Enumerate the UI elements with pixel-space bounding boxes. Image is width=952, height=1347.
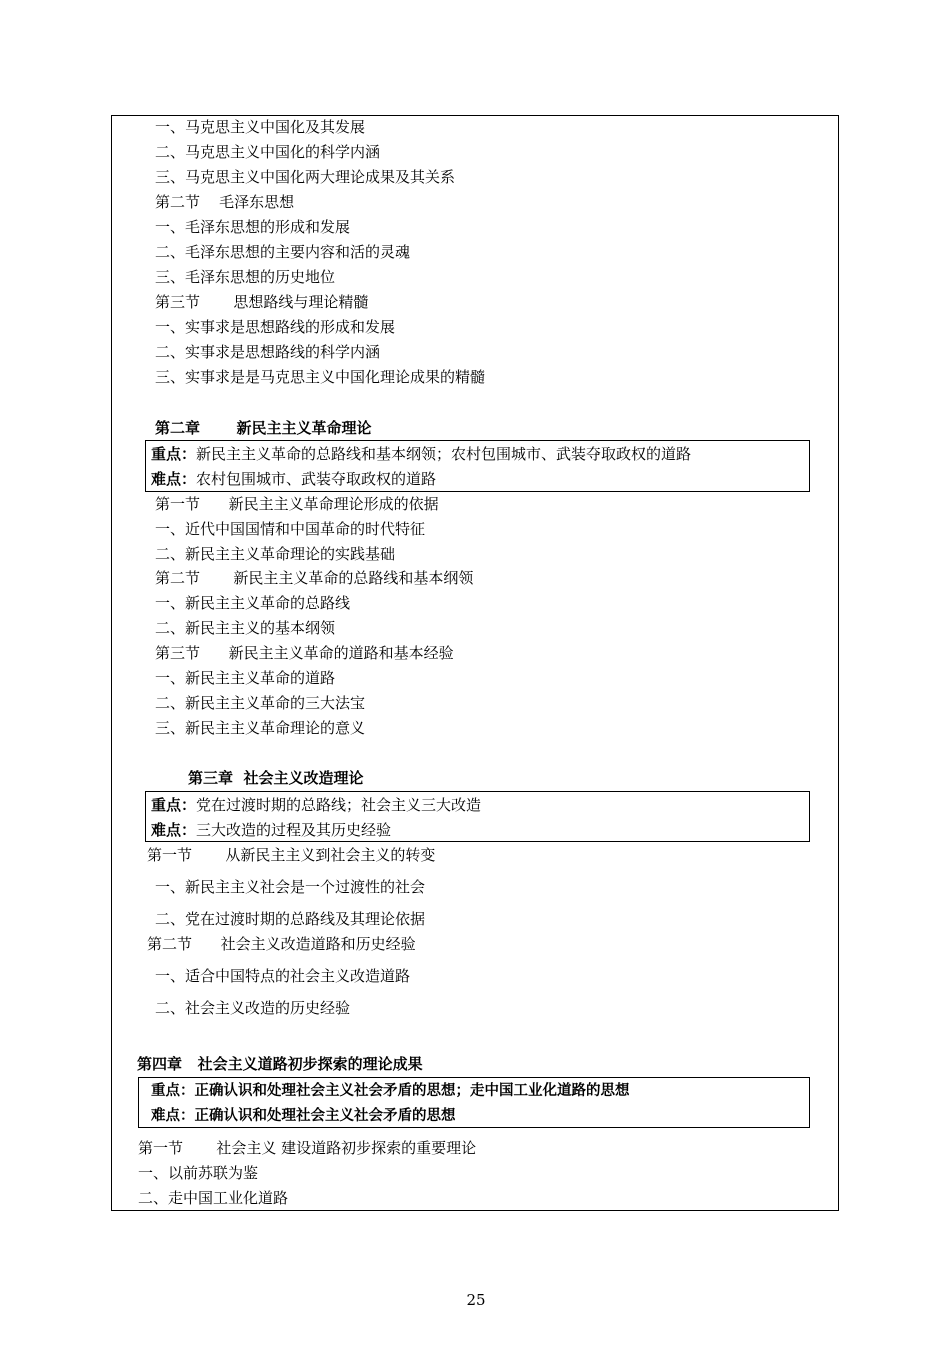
outline-item: 二、实事求是思想路线的科学内涵 — [155, 343, 381, 361]
outline-item: 三、新民主主义革命理论的意义 — [155, 719, 366, 737]
chapter2-title: 第二章 新民主主义革命理论 — [155, 419, 372, 437]
section-heading: 第二节 新民主主义革命的总路线和基本纲领 — [155, 569, 474, 587]
outline-item: 一、马克思主义中国化及其发展 — [155, 118, 366, 136]
outline-item: 一、新民主主义革命的道路 — [155, 669, 336, 687]
section-heading: 第一节 新民主主义革命理论形成的依据 — [155, 495, 439, 513]
outline-item: 二、新民主主义革命理论的实践基础 — [155, 545, 396, 563]
chapter4-keypoints-box — [138, 1077, 810, 1128]
outline-item: 三、毛泽东思想的历史地位 — [155, 268, 336, 286]
difficult-point-line — [151, 1106, 456, 1126]
difficult-point-label: 难点： — [151, 821, 197, 839]
difficult-point-line — [151, 469, 436, 489]
difficult-point-text: 正确认识和处理社会主义社会矛盾的思想 — [194, 1108, 456, 1124]
chapter2-keypoints-box — [145, 440, 810, 492]
outline-item: 三、实事求是是马克思主义中国化理论成果的精髓 — [155, 368, 486, 386]
outline-item: 三、马克思主义中国化两大理论成果及其关系 — [155, 168, 456, 186]
outline-item: 二、新民主主义的基本纲领 — [155, 619, 336, 637]
difficult-point-label: 难点： — [151, 470, 197, 488]
key-point-label: 重点： — [151, 796, 197, 814]
key-point-label: 重点： — [151, 1083, 195, 1099]
difficult-point-line — [151, 820, 391, 840]
key-point-line — [151, 1081, 630, 1101]
section-heading: 第三节 思想路线与理论精髓 — [155, 293, 369, 311]
section-heading: 第二节 毛泽东思想 — [155, 193, 295, 211]
section-heading: 第二节 社会主义改造道路和历史经验 — [147, 935, 416, 953]
outline-item: 二、党在过渡时期的总路线及其理论依据 — [155, 910, 426, 928]
chapter4-title: 第四章 社会主义道路初步探索的理论成果 — [137, 1055, 423, 1073]
outline-item: 一、近代中国国情和中国革命的时代特征 — [155, 520, 426, 538]
outline-item: 一、适合中国特点的社会主义改造道路 — [155, 967, 411, 985]
outline-item: 二、马克思主义中国化的科学内涵 — [155, 143, 381, 161]
key-point-text: 新民主主义革命的总路线和基本纲领；农村包围城市、武装夺取政权的道路 — [196, 445, 692, 463]
outline-item: 二、毛泽东思想的主要内容和活的灵魂 — [155, 243, 411, 261]
difficult-point-label: 难点： — [151, 1108, 195, 1124]
key-point-label: 重点： — [151, 445, 197, 463]
outline-item: 二、新民主主义革命的三大法宝 — [155, 694, 366, 712]
section-heading: 第三节 新民主主义革命的道路和基本经验 — [155, 644, 454, 662]
section-heading: 第一节 从新民主主义到社会主义的转变 — [147, 846, 436, 864]
chapter3-title: 第三章 社会主义改造理论 — [188, 769, 364, 787]
section-heading: 第一节 社会主义 建设道路初步探索的重要理论 — [138, 1139, 477, 1157]
outline-item: 一、新民主主义革命的总路线 — [155, 594, 351, 612]
page-number: 25 — [466, 1291, 486, 1309]
key-point-line — [151, 444, 691, 464]
outline-item: 一、新民主主义社会是一个过渡性的社会 — [155, 878, 426, 896]
outline-item: 一、以前苏联为鉴 — [138, 1164, 259, 1182]
chapter3-keypoints-box — [145, 791, 810, 842]
outline-item: 一、毛泽东思想的形成和发展 — [155, 218, 351, 236]
difficult-point-text: 三大改造的过程及其历史经验 — [196, 821, 392, 839]
key-point-text: 党在过渡时期的总路线；社会主义三大改造 — [196, 796, 482, 814]
outline-item: 一、实事求是思想路线的形成和发展 — [155, 318, 396, 336]
key-point-text: 正确认识和处理社会主义社会矛盾的思想；走中国工业化道路的思想 — [194, 1083, 630, 1099]
key-point-line — [151, 795, 481, 815]
outline-item: 二、社会主义改造的历史经验 — [155, 999, 351, 1017]
difficult-point-text: 农村包围城市、武装夺取政权的道路 — [196, 470, 437, 488]
outline-item: 二、走中国工业化道路 — [138, 1189, 289, 1207]
